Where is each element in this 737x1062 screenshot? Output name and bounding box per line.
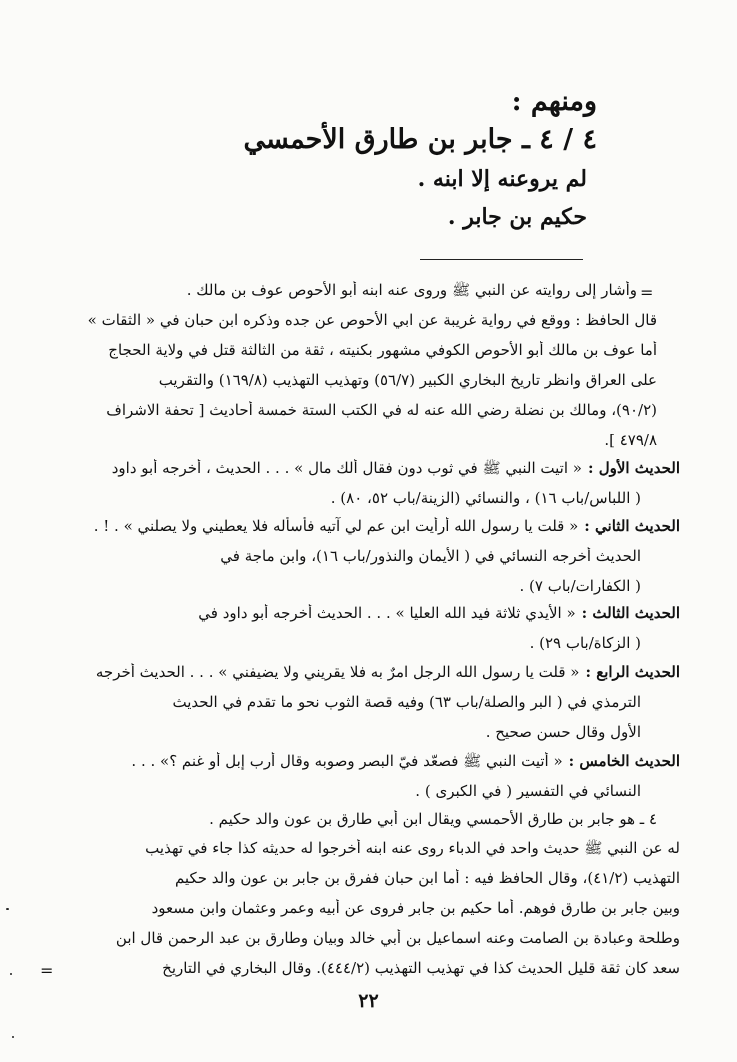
- continuation-mark-bottom: =: [40, 961, 54, 980]
- hadith-2: [60, 517, 680, 535]
- footnote-line: الحديث أخرجه النسائي في ( الأيمان والنذور/باب ١٦)، وابن ماجة في: [220, 547, 641, 565]
- hadith-text: « قلت يا رسول الله الرجل امرٌ به فلا يقريني ولا يضيفني » . . . الحديث أخرجه: [95, 663, 580, 681]
- footnote-line: قال الحافظ : ووقع في رواية غريبة عن ابي الأحوص عن جده وذكره ابن حبان في « الثقات »: [87, 311, 657, 329]
- hadith-label: الحديث الأول :: [587, 459, 680, 477]
- footnote-line: أما عوف بن مالك أبو الأحوص الكوفي مشهور بكنيته ، ثقة من الثالثة قتل في ولاية الحجاج: [108, 341, 657, 359]
- entry-line-narrator: لم يروعنه إلا ابنه .: [417, 166, 587, 192]
- hadith-1: [60, 459, 680, 481]
- section-heading: ومنهم :: [511, 86, 597, 117]
- hadith-5: [60, 752, 680, 774]
- footnote-line: ( الزكاة/باب ٢٩) .: [529, 634, 641, 652]
- footnote-line: وبين جابر بن طارق فوهم. أما حكيم بن جابر فروى عن أبيه وعمر وعثمان وابن مسعود: [151, 899, 680, 917]
- hadith-text: « قلت يا رسول الله أرأيت ابن عم لي آتيه فأسأله فلا يعطيني ولا يصلني » . ! .: [93, 517, 579, 535]
- scan-speck: [12, 1036, 14, 1038]
- footnote-line: سعد كان ثقة قليل الحديث كذا في تهذيب التهذيب (٤٤٤/٢). وقال البخاري في التاريخ: [162, 959, 680, 977]
- hadith-label: الحديث الثالث :: [581, 604, 680, 622]
- footnote-line: على العراق وانظر تاريخ البخاري الكبير (٥٦/٧) وتهذيب التهذيب (١٦٩/٨) والتقريب: [158, 371, 657, 389]
- footnote-line: ( الكفارات/باب ٧) .: [519, 577, 641, 595]
- footnote-line: ( اللباس/باب ١٦) ، والنسائي (الزينة/باب ٥٢، ٨٠) .: [330, 489, 641, 507]
- page-number: ٢٢: [358, 990, 379, 1012]
- footnote-separator: [420, 259, 583, 260]
- footnote-line: النسائي في التفسير ( في الكبرى ) .: [415, 782, 641, 800]
- footnote-line: وطلحة وعبادة بن الصامت وعنه اسماعيل بن أبي خالد وبيان وطارق بن عبد الرحمن قال ابن: [115, 929, 680, 947]
- entry-title: ٤ / ٤ ـ جابر بن طارق الأحمسي: [243, 124, 597, 155]
- hadith-4: [60, 663, 680, 681]
- footnote-line: الترمذي في ( البر والصلة/باب ٦٣) وفيه قصة الثوب نحو ما تقدم في الحديث: [172, 693, 641, 711]
- footnote-line: وأشار إلى روايته عن النبي ﷺ وروى عنه ابنه أبو الأحوص عوف بن مالك .: [186, 281, 637, 299]
- hadith-label: الحديث الخامس :: [568, 752, 680, 770]
- hadith-text: « الأيدي ثلاثة فيد الله العليا » . . . الحديث أخرجه أبو داود في: [198, 604, 576, 622]
- hadith-text: « أتيت النبي ﷺ فصعّد فيّ البصر وصوبه وقال أرب إبل أو غنم ؟» . . .: [131, 752, 563, 770]
- footnote-line: له عن النبي ﷺ حديث واحد في الدباء روى عنه ابنه أخرجوا له حديثه كذا جاء في تهذيب: [145, 839, 680, 857]
- footnote-line: ٤ ـ هو جابر بن طارق الأحمسي ويقال ابن أبي طارق بن عون والد حكيم .: [209, 810, 657, 828]
- hadith-label: الحديث الرابع :: [585, 663, 680, 681]
- footnote-line: (٩٠/٢)، ومالك بن نضلة رضي الله عنه له في الكتب الستة خمسة أحاديث [ تحفة الاشراف: [106, 401, 657, 419]
- footnote-line: ٤٧٩/٨ ].: [604, 431, 657, 449]
- continuation-mark-top: =: [640, 283, 654, 302]
- scan-speck: [6, 908, 9, 910]
- hadith-label: الحديث الثاني :: [584, 517, 680, 535]
- entry-line-son: حكيم بن جابر .: [447, 204, 587, 230]
- hadith-3: [60, 604, 680, 622]
- footnote-line: التهذيب (٤١/٢)، وقال الحافظ فيه : أما ابن حبان ففرق بن جابر بن عون والد حكيم: [174, 869, 680, 887]
- footnote-line: الأول وقال حسن صحيح .: [485, 723, 641, 741]
- scan-speck: [10, 973, 12, 975]
- hadith-text: « اتيت النبي ﷺ في ثوب دون فقال ألك مال » . . . الحديث ، أخرجه أبو داود: [111, 459, 582, 477]
